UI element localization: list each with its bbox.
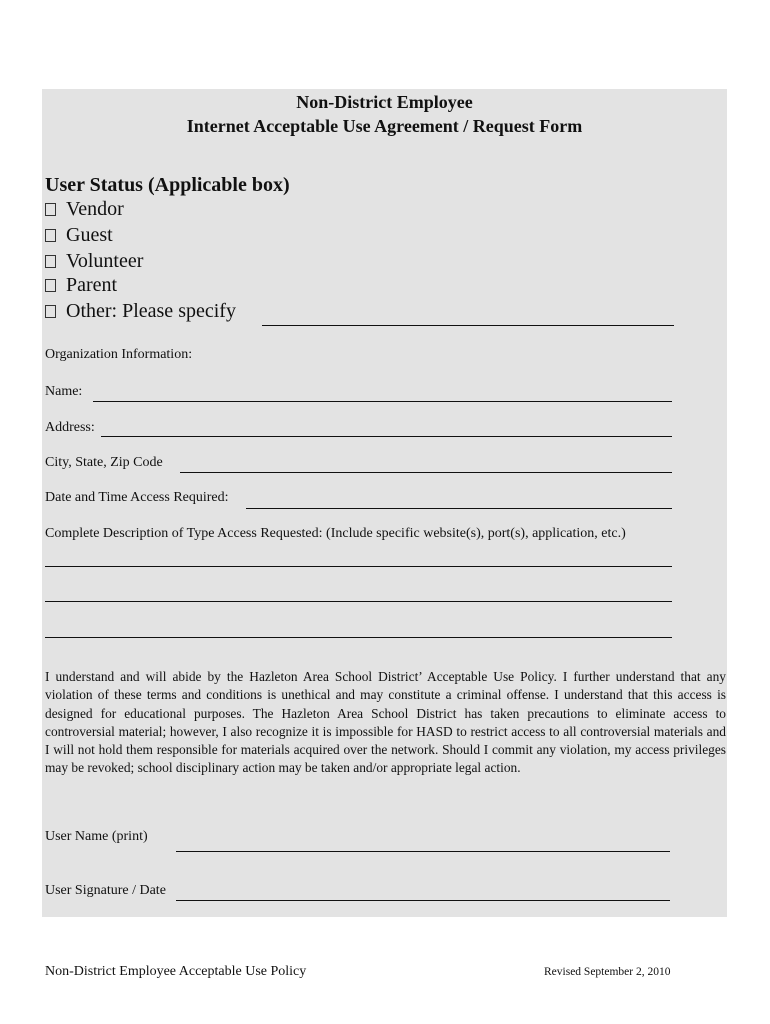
volunteer-label: Volunteer: [66, 250, 144, 272]
volunteer-checkbox[interactable]: [45, 255, 56, 268]
date-time-line[interactable]: [246, 508, 672, 509]
user-name-line[interactable]: [176, 851, 670, 852]
address-label: Address:: [45, 420, 95, 435]
footer-policy-title: Non-District Employee Acceptable Use Policy: [45, 964, 307, 979]
parent-label: Parent: [66, 274, 118, 296]
status-option-parent[interactable]: [45, 274, 117, 297]
name-line[interactable]: [93, 401, 672, 402]
address-line[interactable]: [101, 436, 672, 437]
user-status-heading: User Status (Applicable box): [45, 174, 290, 196]
status-option-other[interactable]: [45, 300, 236, 323]
guest-checkbox[interactable]: [45, 229, 56, 242]
status-option-vendor[interactable]: [45, 198, 124, 221]
description-line-2[interactable]: [45, 601, 672, 602]
description-line-1[interactable]: [45, 566, 672, 567]
city-state-zip-label: City, State, Zip Code: [45, 455, 163, 470]
form-title-line-2: Internet Acceptable Use Agreement / Request Form: [186, 116, 583, 136]
signature-date-line[interactable]: [176, 900, 670, 901]
city-state-zip-line[interactable]: [180, 472, 672, 473]
vendor-checkbox[interactable]: [45, 203, 56, 216]
guest-label: Guest: [66, 224, 113, 246]
signature-date-label: User Signature / Date: [45, 883, 166, 898]
form-title-line-1: Non-District Employee: [296, 92, 473, 112]
other-label: Other: Please specify: [66, 300, 236, 322]
status-option-volunteer[interactable]: [45, 250, 143, 273]
status-option-guest[interactable]: [45, 224, 113, 247]
agreement-statement: I understand and will abide by the Hazleton Area School District’ Acceptable Use Policy. I further understand that any violation of these terms and conditions is unethical and may constitute a criminal offense. I understand that this access is designed for educational purposes. The Hazleton Area School District has taken precautions to eliminate access to controversial material; however, I also recognize it is impossible for HASD to restrict access to all controversial materials and I will not hold them responsible for materials acquired over the network. Should I commit any violation, my access privileges may be revoked; school disciplinary action may be taken and/or appropriate legal action.: [45, 669, 726, 776]
footer-revised-date: Revised September 2, 2010: [544, 966, 671, 978]
other-specify-line[interactable]: [262, 325, 674, 326]
description-line-3[interactable]: [45, 637, 672, 638]
date-time-label: Date and Time Access Required:: [45, 490, 229, 505]
other-checkbox[interactable]: [45, 305, 56, 318]
organization-info-heading: Organization Information:: [45, 347, 193, 362]
user-name-label: User Name (print): [45, 829, 148, 844]
name-label: Name:: [45, 384, 83, 399]
vendor-label: Vendor: [66, 198, 124, 220]
access-description-label: Complete Description of Type Access Requested: (Include specific website(s), port(s), application, etc.): [45, 526, 626, 541]
parent-checkbox[interactable]: [45, 279, 56, 292]
